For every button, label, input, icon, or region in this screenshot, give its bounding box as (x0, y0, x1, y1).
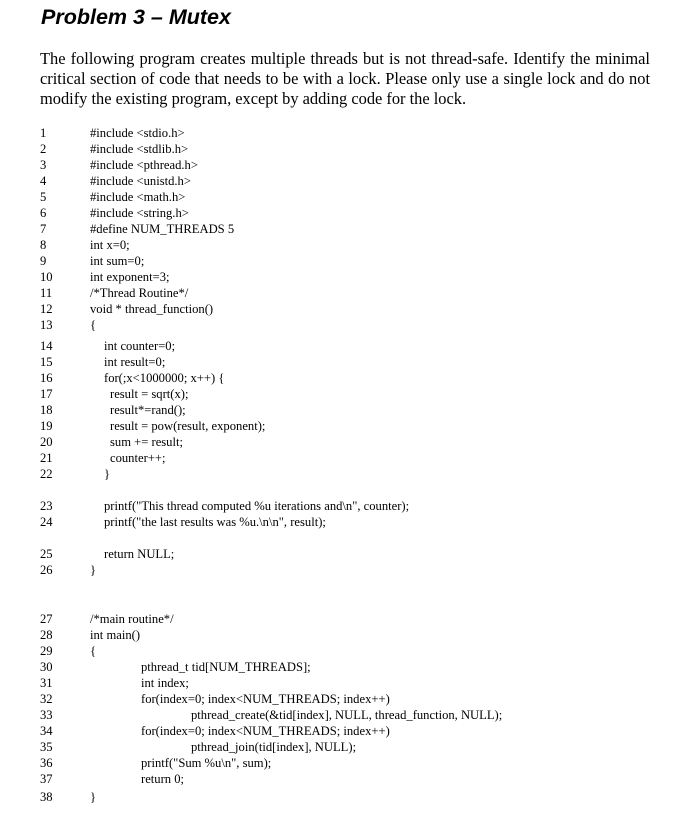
code-line: { (90, 318, 97, 332)
line-number: 30 (40, 660, 53, 674)
code-line: void * thread_function() (90, 302, 214, 316)
code-line: int result=0; (104, 355, 166, 369)
code-line: #define NUM_THREADS 5 (90, 222, 235, 236)
line-number: 34 (40, 724, 53, 738)
line-number: 17 (40, 387, 53, 401)
code-line: printf("This thread computed %u iterations and\n", counter); (104, 499, 410, 513)
code-line: result = pow(result, exponent); (110, 419, 266, 433)
line-number: 37 (40, 772, 53, 786)
line-number: 21 (40, 451, 53, 465)
code-line: #include <string.h> (90, 206, 189, 220)
line-number: 6 (40, 206, 47, 220)
code-line: } (90, 563, 97, 577)
line-number: 28 (40, 628, 53, 642)
code-line: int counter=0; (104, 339, 176, 353)
code-line: #include <unistd.h> (90, 174, 191, 188)
line-number: 2 (40, 142, 47, 156)
line-number: 25 (40, 547, 53, 561)
code-line: printf("Sum %u\n", sum); (141, 756, 272, 770)
code-line: } (104, 467, 111, 481)
code-line: int main() (90, 628, 141, 642)
code-line: return NULL; (104, 547, 175, 561)
code-line: #include <stdlib.h> (90, 142, 189, 156)
code-line: /*Thread Routine*/ (90, 286, 189, 300)
code-line: pthread_create(&tid[index], NULL, thread_function, NULL); (191, 708, 503, 722)
problem-title: Problem 3 – Mutex (41, 5, 231, 29)
line-number: 24 (40, 515, 53, 529)
code-line: /*main routine*/ (90, 612, 174, 626)
line-number: 1 (40, 126, 47, 140)
line-number: 4 (40, 174, 47, 188)
line-number: 33 (40, 708, 53, 722)
code-line: int exponent=3; (90, 270, 170, 284)
problem-description: The following program creates multiple threads but is not thread-safe. Identify the minimal critical section of code that needs to be with a lock. Please only use a single lock and do not modify the existing program, except by adding code for the lock. (40, 49, 650, 108)
line-number: 29 (40, 644, 53, 658)
line-number: 14 (40, 339, 53, 353)
line-number: 31 (40, 676, 53, 690)
line-number: 18 (40, 403, 53, 417)
code-line: } (90, 790, 97, 804)
line-number: 27 (40, 612, 53, 626)
line-number: 7 (40, 222, 47, 236)
line-number: 16 (40, 371, 53, 385)
line-number: 36 (40, 756, 53, 770)
line-number: 10 (40, 270, 53, 284)
code-line: int sum=0; (90, 254, 145, 268)
code-line: { (90, 644, 97, 658)
code-line: for(;x<1000000; x++) { (104, 371, 225, 385)
code-line: result*=rand(); (110, 403, 186, 417)
line-number: 35 (40, 740, 53, 754)
code-line: result = sqrt(x); (110, 387, 189, 401)
code-line: pthread_t tid[NUM_THREADS]; (141, 660, 311, 674)
code-line: #include <math.h> (90, 190, 186, 204)
code-line: #include <stdio.h> (90, 126, 185, 140)
code-line: counter++; (110, 451, 166, 465)
code-line: int x=0; (90, 238, 130, 252)
line-number: 3 (40, 158, 47, 172)
line-number: 9 (40, 254, 47, 268)
line-number: 8 (40, 238, 47, 252)
code-line: #include <pthread.h> (90, 158, 198, 172)
code-line: pthread_join(tid[index], NULL); (191, 740, 357, 754)
line-number: 12 (40, 302, 53, 316)
code-line: for(index=0; index<NUM_THREADS; index++) (141, 692, 390, 706)
line-number: 5 (40, 190, 47, 204)
code-line: int index; (141, 676, 189, 690)
code-line: sum += result; (110, 435, 183, 449)
code-line: return 0; (141, 772, 185, 786)
line-number: 13 (40, 318, 53, 332)
line-number: 15 (40, 355, 53, 369)
line-number: 32 (40, 692, 53, 706)
code-line: printf("the last results was %u.\n\n", result); (104, 515, 326, 529)
line-number: 22 (40, 467, 53, 481)
code-line: for(index=0; index<NUM_THREADS; index++) (141, 724, 390, 738)
line-number: 23 (40, 499, 53, 513)
line-number: 26 (40, 563, 53, 577)
line-number: 20 (40, 435, 53, 449)
line-number: 19 (40, 419, 53, 433)
line-number: 38 (40, 790, 53, 804)
line-number: 11 (40, 286, 53, 300)
